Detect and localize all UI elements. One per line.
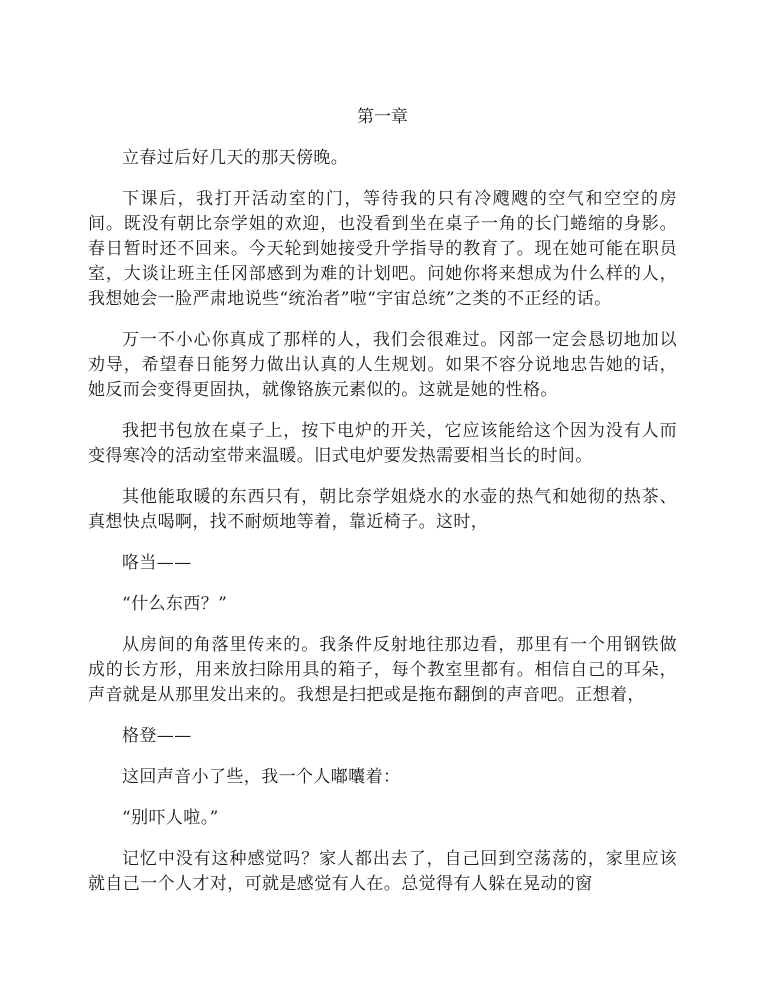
- paragraph-9: 格登——: [122, 726, 192, 746]
- paragraph-7: “什么东西？”: [122, 594, 228, 614]
- paragraph-2: 下课后，我打开活动室的门，等待我的只有冷飕飕的空气和空空的房间。既没有朝比奈学姐的欢迎，也没看到坐在桌子一角的长门蜷缩的身影。春日暂时还不回来。今天轮到她接受升学指导的教育了。现在她可能在职员室，大谈让班主任冈部感到为难的计划吧。问她你将来想成为什么样的人，我想她会一脸严肃地说些“统治者”啦“宇宙总统”之类的不正经的话。: [88, 189, 677, 309]
- body-text: [88, 146, 677, 913]
- chapter-title: 第一章: [357, 107, 408, 127]
- paragraph-1: 立春过后好几天的那天傍晚。: [122, 148, 349, 168]
- paragraph-12: 记忆中没有这种感觉吗？家人都出去了，自己回到空荡荡的，家里应该就自己一个人才对，可就是感觉有人在。总觉得有人躲在晃动的窗: [88, 849, 677, 894]
- paragraph-4: 我把书包放在桌子上，按下电炉的开关，它应该能给这个因为没有人而变得寒冷的活动室带来温暖。旧式电炉要发热需要相当长的时间。: [88, 421, 677, 466]
- paragraph-10: 这回声音小了些，我一个人嘟囔着：: [122, 767, 401, 787]
- paragraph-3: 万一不小心你真成了那样的人，我们会很难过。冈部一定会恳切地加以劝导，希望春日能努力做出认真的人生规划。如果不容分说地忠告她的话，她反而会变得更固执，就像铬族元素似的。这就是她的性格。: [88, 330, 677, 400]
- paragraph-8: 从房间的角落里传来的。我条件反射地往那边看，那里有一个用钢铁做成的长方形，用来放扫除用具的箱子，每个教室里都有。相信自己的耳朵，声音就是从那里发出来的。我想是扫把或是拖布翻倒的声音吧。正想着，: [88, 635, 677, 705]
- paragraph-5: 其他能取暖的东西只有，朝比奈学姐烧水的水壶的热气和她彻的热茶、真想快点喝啊，找不耐烦地等着，靠近椅子。这时，: [88, 487, 677, 532]
- paragraph-11: “别吓人啦。”: [122, 808, 219, 828]
- paragraph-6: 咯当——: [122, 553, 192, 573]
